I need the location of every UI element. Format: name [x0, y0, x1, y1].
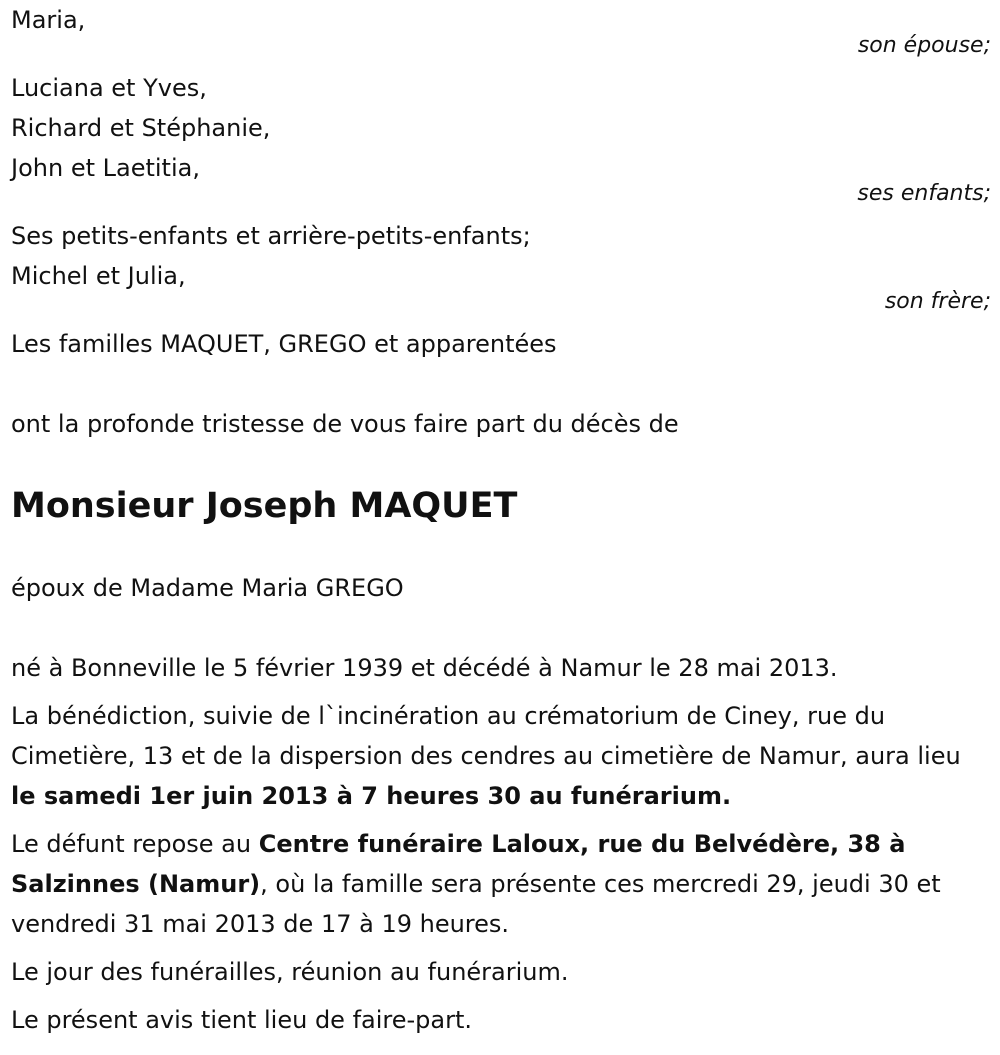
obituary-notice	[11, 0, 991, 1040]
viewing-paragraph	[11, 824, 991, 944]
families-line: Les familles MAQUET, GREGO et apparentées	[11, 330, 557, 358]
viewing-suffix: , où la famille sera présente ces mercredi 29, jeudi 30 et vendredi 31 mai 2013 de 17 à 19 heures.	[11, 870, 941, 938]
birth-death-line: né à Bonneville le 5 février 1939 et décédé à Namur le 28 mai 2013.	[11, 654, 838, 682]
grandchildren-line: Ses petits-enfants et arrière-petits-enfants;	[11, 222, 531, 250]
deceased-name: Monsieur Joseph MAQUET	[11, 486, 518, 526]
brother-name: Michel et Julia,	[11, 262, 186, 290]
spouse-name: Maria,	[11, 6, 86, 34]
child-line-1: Luciana et Yves,	[11, 74, 207, 102]
announcement-line: ont la profonde tristesse de vous faire part du décès de	[11, 410, 679, 438]
gathering-line: Le jour des funérailles, réunion au funérarium.	[11, 958, 569, 986]
ceremony-text: La bénédiction, suivie de l`incinération au crématorium de Ciney, rue du Cimetière, 13 et de la dispersion des cendres au cimetière de Namur, aura lieu	[11, 702, 961, 770]
closing-line: Le présent avis tient lieu de faire-part.	[11, 1006, 473, 1034]
child-line-3: John et Laetitia,	[11, 154, 200, 182]
viewing-prefix: Le défunt repose au	[11, 830, 259, 858]
brother-role: son frère;	[884, 289, 991, 314]
ceremony-date: le samedi 1er juin 2013 à 7 heures 30 au funérarium.	[11, 782, 732, 810]
ceremony-paragraph	[11, 696, 991, 816]
spouse-role: son épouse;	[857, 33, 991, 58]
child-line-2: Richard et Stéphanie,	[11, 114, 271, 142]
spouse-of-line: époux de Madame Maria GREGO	[11, 574, 404, 602]
children-role: ses enfants;	[857, 181, 991, 206]
viewing-location: Centre funéraire Laloux, rue du Belvédère, 38 à Salzinnes (Namur)	[11, 830, 906, 898]
